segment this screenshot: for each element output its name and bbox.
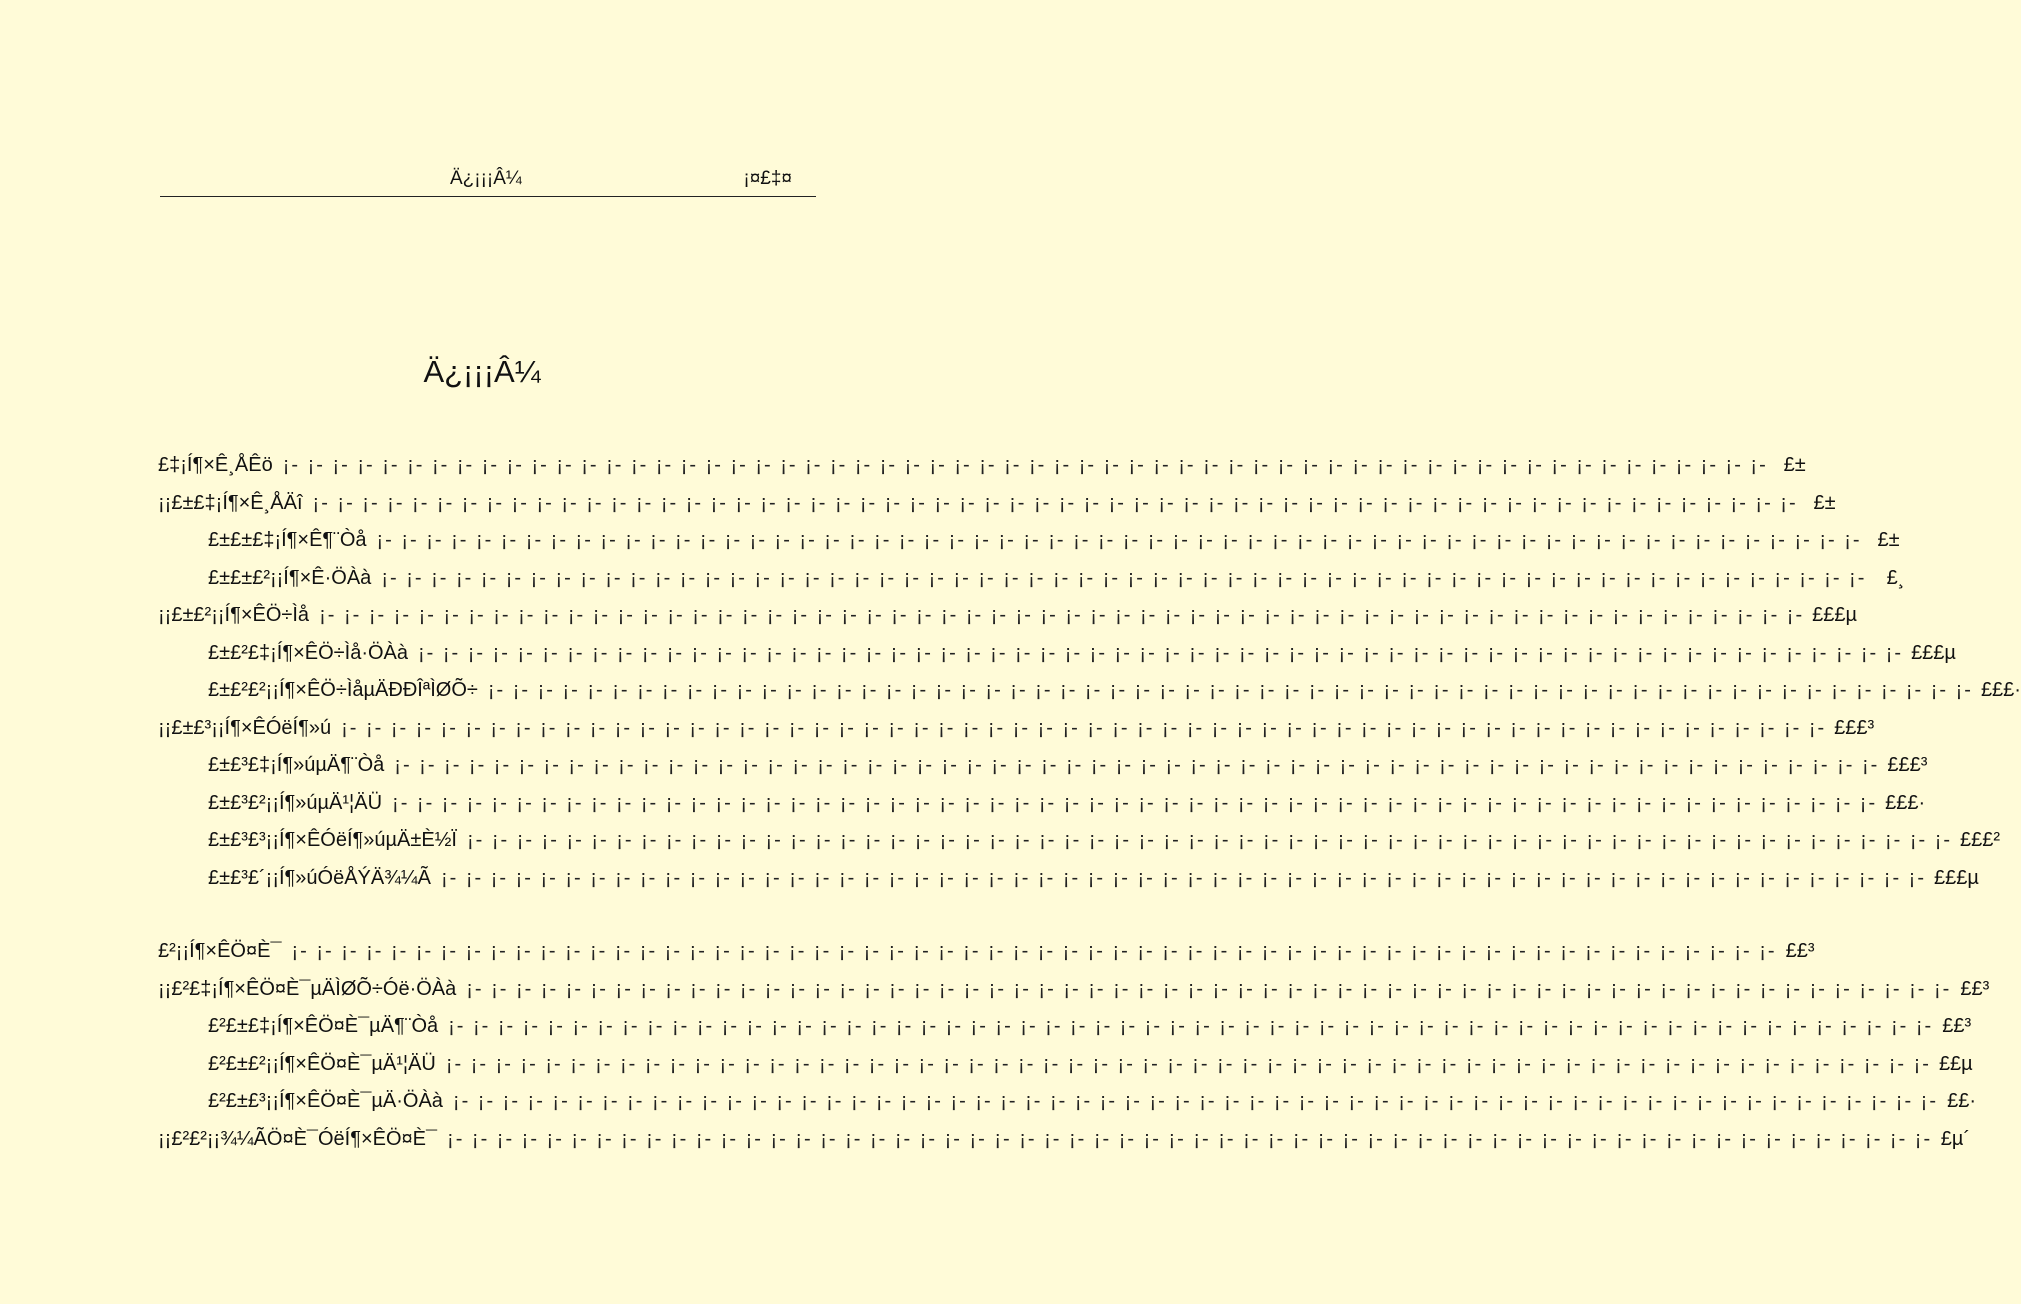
toc-entry[interactable] [158, 748, 1928, 786]
toc-entry[interactable] [158, 861, 1979, 899]
toc-dot-leader: ¡- ¡- ¡- ¡- ¡- ¡- ¡- ¡- ¡- ¡- ¡- ¡- ¡- ¡- ¡- ¡- ¡- ¡- ¡- ¡- ¡- ¡- ¡- ¡- ¡- ¡- ¡- ¡- ¡- ¡- ¡- ¡- ¡- ¡- ¡- ¡- ¡- ¡- ¡- ¡- ¡- ¡- ¡- ¡- ¡- ¡- ¡- ¡- ¡- ¡- ¡- ¡- ¡- ¡- ¡- ¡- ¡- ¡- ¡- ¡- [394, 754, 1880, 776]
toc-entry-label: £±£³£²¡¡Í¶»úµÄ¹¦ÄÜ [208, 791, 383, 814]
toc-entry-label: £±£³£‡¡Í¶»úµÄ¶¨Òå [208, 754, 385, 776]
toc-dot-leader: ¡- ¡- ¡- ¡- ¡- ¡- ¡- ¡- ¡- ¡- ¡- ¡- ¡- ¡- ¡- ¡- ¡- ¡- ¡- ¡- ¡- ¡- ¡- ¡- ¡- ¡- ¡- ¡- ¡- ¡- ¡- ¡- ¡- ¡- ¡- ¡- ¡- ¡- ¡- ¡- ¡- ¡- ¡- ¡- ¡- ¡- ¡- ¡- ¡- ¡- ¡- ¡- ¡- ¡- ¡- ¡- ¡- ¡- ¡- ¡- [392, 791, 1878, 814]
toc-entry-page-number: ££³ [1960, 977, 1990, 1000]
toc-entry-label: ¡¡£²£‡¡Í¶×ÊÖ¤È¯µÄÌØÕ÷Óë·ÖÀà [158, 977, 457, 1000]
running-header-page-number: ¡¤£‡¤ [743, 168, 792, 189]
toc-dot-leader: ¡- ¡- ¡- ¡- ¡- ¡- ¡- ¡- ¡- ¡- ¡- ¡- ¡- ¡- ¡- ¡- ¡- ¡- ¡- ¡- ¡- ¡- ¡- ¡- ¡- ¡- ¡- ¡- ¡- ¡- ¡- ¡- ¡- ¡- ¡- ¡- ¡- ¡- ¡- ¡- ¡- ¡- ¡- ¡- ¡- ¡- ¡- ¡- ¡- ¡- ¡- ¡- ¡- ¡- ¡- ¡- ¡- ¡- ¡- ¡- [440, 866, 1926, 889]
toc-entry-page-number: £££µ [1934, 866, 1979, 889]
table-of-contents [158, 448, 2021, 1159]
toc-dot-leader: ¡- ¡- ¡- ¡- ¡- ¡- ¡- ¡- ¡- ¡- ¡- ¡- ¡- ¡- ¡- ¡- ¡- ¡- ¡- ¡- ¡- ¡- ¡- ¡- ¡- ¡- ¡- ¡- ¡- ¡- ¡- ¡- ¡- ¡- ¡- ¡- ¡- ¡- ¡- ¡- ¡- ¡- ¡- ¡- ¡- ¡- ¡- ¡- ¡- ¡- ¡- ¡- ¡- ¡- ¡- ¡- ¡- ¡- ¡- ¡- [341, 716, 1827, 739]
toc-entry-page-number: £± [1877, 529, 1900, 551]
toc-entry-label: £±£±£‡¡Í¶×Ê¶¨Òå [208, 529, 367, 551]
toc-entry[interactable] [158, 673, 2021, 711]
toc-entry-label: ¡¡£±£³¡¡Í¶×ÊÓëÍ¶»ú [158, 716, 332, 739]
toc-dot-leader: ¡- ¡- ¡- ¡- ¡- ¡- ¡- ¡- ¡- ¡- ¡- ¡- ¡- ¡- ¡- ¡- ¡- ¡- ¡- ¡- ¡- ¡- ¡- ¡- ¡- ¡- ¡- ¡- ¡- ¡- ¡- ¡- ¡- ¡- ¡- ¡- ¡- ¡- ¡- ¡- ¡- ¡- ¡- ¡- ¡- ¡- ¡- ¡- ¡- ¡- ¡- ¡- ¡- ¡- ¡- ¡- ¡- ¡- ¡- ¡- [282, 454, 1768, 476]
toc-entry-label: £²£±£³¡¡Í¶×ÊÖ¤È¯µÄ·ÖÀà [208, 1090, 443, 1112]
toc-entry-label: £±£³£³¡¡Í¶×ÊÓëÍ¶»úµÄ±È½Ï [208, 829, 457, 851]
toc-entry[interactable] [158, 636, 1956, 674]
toc-entry-label: £²£±£‡¡Í¶×ÊÖ¤È¯µÄ¶¨Òå [208, 1015, 439, 1037]
toc-entry[interactable] [158, 561, 1905, 599]
toc-entry-page-number: £££³ [1887, 754, 1928, 776]
toc-entry[interactable] [158, 823, 2001, 861]
running-header [160, 166, 816, 197]
toc-dot-leader: ¡- ¡- ¡- ¡- ¡- ¡- ¡- ¡- ¡- ¡- ¡- ¡- ¡- ¡- ¡- ¡- ¡- ¡- ¡- ¡- ¡- ¡- ¡- ¡- ¡- ¡- ¡- ¡- ¡- ¡- ¡- ¡- ¡- ¡- ¡- ¡- ¡- ¡- ¡- ¡- ¡- ¡- ¡- ¡- ¡- ¡- ¡- ¡- ¡- ¡- ¡- ¡- ¡- ¡- ¡- ¡- ¡- ¡- ¡- ¡- [312, 491, 1798, 514]
toc-dot-leader: ¡- ¡- ¡- ¡- ¡- ¡- ¡- ¡- ¡- ¡- ¡- ¡- ¡- ¡- ¡- ¡- ¡- ¡- ¡- ¡- ¡- ¡- ¡- ¡- ¡- ¡- ¡- ¡- ¡- ¡- ¡- ¡- ¡- ¡- ¡- ¡- ¡- ¡- ¡- ¡- ¡- ¡- ¡- ¡- ¡- ¡- ¡- ¡- ¡- ¡- ¡- ¡- ¡- ¡- ¡- ¡- ¡- ¡- ¡- ¡- [466, 829, 1953, 851]
toc-entry-page-number: ££³ [1785, 940, 1815, 962]
toc-entry-label: ¡¡£±£‡¡Í¶×Ê¸ÅÄî [158, 491, 303, 514]
toc-entry-label: ¡¡£²£²¡¡¾¼ÃÖ¤È¯ÓëÍ¶×ÊÖ¤È¯ [158, 1127, 438, 1150]
toc-entry[interactable] [158, 448, 1806, 486]
toc-entry-page-number: ££· [1947, 1090, 1976, 1112]
toc-dot-leader: ¡- ¡- ¡- ¡- ¡- ¡- ¡- ¡- ¡- ¡- ¡- ¡- ¡- ¡- ¡- ¡- ¡- ¡- ¡- ¡- ¡- ¡- ¡- ¡- ¡- ¡- ¡- ¡- ¡- ¡- ¡- ¡- ¡- ¡- ¡- ¡- ¡- ¡- ¡- ¡- ¡- ¡- ¡- ¡- ¡- ¡- ¡- ¡- ¡- ¡- ¡- ¡- ¡- ¡- ¡- ¡- ¡- ¡- ¡- ¡- [466, 977, 1952, 1000]
toc-dot-leader: ¡- ¡- ¡- ¡- ¡- ¡- ¡- ¡- ¡- ¡- ¡- ¡- ¡- ¡- ¡- ¡- ¡- ¡- ¡- ¡- ¡- ¡- ¡- ¡- ¡- ¡- ¡- ¡- ¡- ¡- ¡- ¡- ¡- ¡- ¡- ¡- ¡- ¡- ¡- ¡- ¡- ¡- ¡- ¡- ¡- ¡- ¡- ¡- ¡- ¡- ¡- ¡- ¡- ¡- ¡- ¡- ¡- ¡- ¡- ¡- [381, 566, 1867, 589]
toc-entry-label: £±£²£‡¡Í¶×ÊÖ÷Ìå·ÖÀà [208, 641, 408, 664]
toc-dot-leader: ¡- ¡- ¡- ¡- ¡- ¡- ¡- ¡- ¡- ¡- ¡- ¡- ¡- ¡- ¡- ¡- ¡- ¡- ¡- ¡- ¡- ¡- ¡- ¡- ¡- ¡- ¡- ¡- ¡- ¡- ¡- ¡- ¡- ¡- ¡- ¡- ¡- ¡- ¡- ¡- ¡- ¡- ¡- ¡- ¡- ¡- ¡- ¡- ¡- ¡- ¡- ¡- ¡- ¡- ¡- ¡- ¡- ¡- ¡- ¡- [448, 1015, 1934, 1037]
toc-heading: Ä¿¡¡¡Â¼ [423, 354, 541, 389]
toc-entry-page-number: £µ´ [1940, 1127, 1971, 1150]
toc-dot-leader: ¡- ¡- ¡- ¡- ¡- ¡- ¡- ¡- ¡- ¡- ¡- ¡- ¡- ¡- ¡- ¡- ¡- ¡- ¡- ¡- ¡- ¡- ¡- ¡- ¡- ¡- ¡- ¡- ¡- ¡- ¡- ¡- ¡- ¡- ¡- ¡- ¡- ¡- ¡- ¡- ¡- ¡- ¡- ¡- ¡- ¡- ¡- ¡- ¡- ¡- ¡- ¡- ¡- ¡- ¡- ¡- ¡- ¡- ¡- ¡- [376, 529, 1862, 551]
toc-entry[interactable] [158, 598, 1858, 636]
toc-dot-leader: ¡- ¡- ¡- ¡- ¡- ¡- ¡- ¡- ¡- ¡- ¡- ¡- ¡- ¡- ¡- ¡- ¡- ¡- ¡- ¡- ¡- ¡- ¡- ¡- ¡- ¡- ¡- ¡- ¡- ¡- ¡- ¡- ¡- ¡- ¡- ¡- ¡- ¡- ¡- ¡- ¡- ¡- ¡- ¡- ¡- ¡- ¡- ¡- ¡- ¡- ¡- ¡- ¡- ¡- ¡- ¡- ¡- ¡- ¡- ¡- [445, 1052, 1931, 1075]
toc-entry[interactable] [158, 711, 1875, 749]
toc-entry-label: £±£³£´¡¡Í¶»úÓëÅÝÄ¾¼Ã [208, 866, 431, 889]
toc-entry-page-number: £££² [1960, 829, 2001, 851]
toc-entry-page-number: £££µ [1911, 641, 1956, 664]
toc-dot-leader: ¡- ¡- ¡- ¡- ¡- ¡- ¡- ¡- ¡- ¡- ¡- ¡- ¡- ¡- ¡- ¡- ¡- ¡- ¡- ¡- ¡- ¡- ¡- ¡- ¡- ¡- ¡- ¡- ¡- ¡- ¡- ¡- ¡- ¡- ¡- ¡- ¡- ¡- ¡- ¡- ¡- ¡- ¡- ¡- ¡- ¡- ¡- ¡- ¡- ¡- ¡- ¡- ¡- ¡- ¡- ¡- ¡- ¡- ¡- ¡- [418, 641, 1904, 664]
toc-entry-label: £±£²£²¡¡Í¶×ÊÖ÷ÌåµÄÐÐÎªÌØÕ÷ [208, 679, 478, 701]
toc-entry-page-number: ££µ [1938, 1052, 1973, 1075]
toc-entry-page-number: ££³ [1942, 1015, 1972, 1037]
toc-dot-leader: ¡- ¡- ¡- ¡- ¡- ¡- ¡- ¡- ¡- ¡- ¡- ¡- ¡- ¡- ¡- ¡- ¡- ¡- ¡- ¡- ¡- ¡- ¡- ¡- ¡- ¡- ¡- ¡- ¡- ¡- ¡- ¡- ¡- ¡- ¡- ¡- ¡- ¡- ¡- ¡- ¡- ¡- ¡- ¡- ¡- ¡- ¡- ¡- ¡- ¡- ¡- ¡- ¡- ¡- ¡- ¡- ¡- ¡- ¡- ¡- [447, 1127, 1933, 1150]
toc-entry[interactable] [158, 1084, 1976, 1122]
toc-entry[interactable] [158, 972, 1990, 1010]
toc-dot-leader: ¡- ¡- ¡- ¡- ¡- ¡- ¡- ¡- ¡- ¡- ¡- ¡- ¡- ¡- ¡- ¡- ¡- ¡- ¡- ¡- ¡- ¡- ¡- ¡- ¡- ¡- ¡- ¡- ¡- ¡- ¡- ¡- ¡- ¡- ¡- ¡- ¡- ¡- ¡- ¡- ¡- ¡- ¡- ¡- ¡- ¡- ¡- ¡- ¡- ¡- ¡- ¡- ¡- ¡- ¡- ¡- ¡- ¡- ¡- ¡- [487, 679, 1973, 701]
toc-entry[interactable] [158, 523, 1900, 561]
toc-entry-page-number: £¸ [1886, 566, 1905, 589]
toc-entry-page-number: £± [1783, 454, 1806, 476]
toc-entry-page-number: £± [1813, 491, 1836, 514]
toc-entry-page-number: £££µ [1812, 604, 1858, 626]
toc-entry-label: £²¡¡Í¶×ÊÖ¤È¯ [158, 940, 282, 962]
toc-entry[interactable] [158, 1047, 1973, 1085]
toc-entry-label: £‡¡Í¶×Ê¸ÅÊö [158, 454, 273, 476]
toc-entry-page-number: £££³ [1834, 716, 1875, 739]
toc-entry[interactable] [158, 934, 1815, 972]
toc-entry-page-number: £££· [1885, 791, 1926, 814]
toc-entry-label: £±£±£²¡¡Í¶×Ê·ÖÀà [208, 566, 372, 589]
toc-dot-leader: ¡- ¡- ¡- ¡- ¡- ¡- ¡- ¡- ¡- ¡- ¡- ¡- ¡- ¡- ¡- ¡- ¡- ¡- ¡- ¡- ¡- ¡- ¡- ¡- ¡- ¡- ¡- ¡- ¡- ¡- ¡- ¡- ¡- ¡- ¡- ¡- ¡- ¡- ¡- ¡- ¡- ¡- ¡- ¡- ¡- ¡- ¡- ¡- ¡- ¡- ¡- ¡- ¡- ¡- ¡- ¡- ¡- ¡- ¡- ¡- [319, 604, 1805, 626]
running-header-title: Ä¿¡¡¡Â¼ [450, 168, 522, 189]
toc-entry-label: ¡¡£±£²¡¡Í¶×ÊÖ÷Ìå [158, 604, 310, 626]
toc-entry[interactable] [158, 486, 1836, 524]
toc-entry[interactable] [158, 1122, 1971, 1160]
toc-entry-label: £²£±£²¡¡Í¶×ÊÖ¤È¯µÄ¹¦ÄÜ [208, 1052, 436, 1075]
toc-entry[interactable] [158, 786, 1926, 824]
toc-entry-page-number: £££· [1980, 679, 2021, 701]
toc-dot-leader: ¡- ¡- ¡- ¡- ¡- ¡- ¡- ¡- ¡- ¡- ¡- ¡- ¡- ¡- ¡- ¡- ¡- ¡- ¡- ¡- ¡- ¡- ¡- ¡- ¡- ¡- ¡- ¡- ¡- ¡- ¡- ¡- ¡- ¡- ¡- ¡- ¡- ¡- ¡- ¡- ¡- ¡- ¡- ¡- ¡- ¡- ¡- ¡- ¡- ¡- ¡- ¡- ¡- ¡- ¡- ¡- ¡- ¡- ¡- ¡- [452, 1090, 1938, 1112]
toc-dot-leader: ¡- ¡- ¡- ¡- ¡- ¡- ¡- ¡- ¡- ¡- ¡- ¡- ¡- ¡- ¡- ¡- ¡- ¡- ¡- ¡- ¡- ¡- ¡- ¡- ¡- ¡- ¡- ¡- ¡- ¡- ¡- ¡- ¡- ¡- ¡- ¡- ¡- ¡- ¡- ¡- ¡- ¡- ¡- ¡- ¡- ¡- ¡- ¡- ¡- ¡- ¡- ¡- ¡- ¡- ¡- ¡- ¡- ¡- ¡- ¡- [291, 940, 1777, 962]
toc-entry[interactable] [158, 1009, 1972, 1047]
